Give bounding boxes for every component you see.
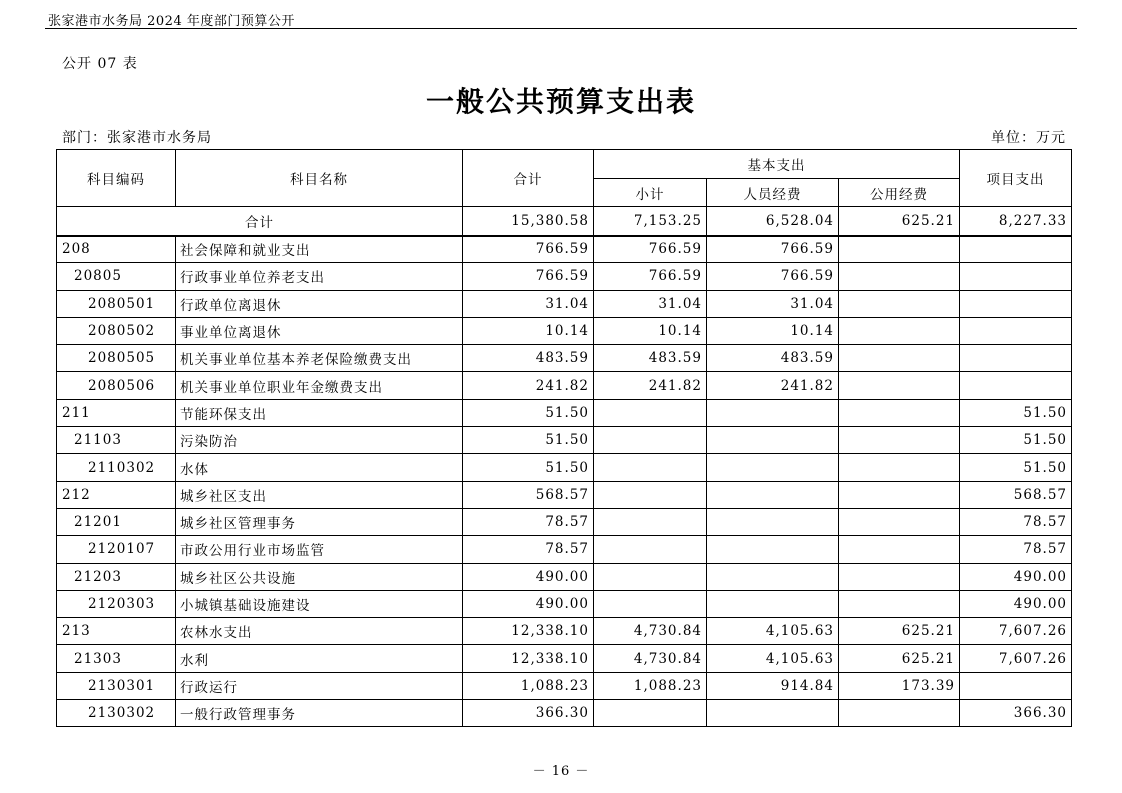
cell-personnel: [707, 508, 839, 535]
cell-project: [960, 263, 1072, 290]
header-subtotal: 小计: [594, 179, 707, 207]
cell-subtotal: 4,730.84: [594, 618, 707, 645]
cell-project: [960, 317, 1072, 344]
cell-personnel: 31.04: [707, 290, 839, 317]
total-personnel: 6,528.04: [707, 207, 839, 236]
table-row: [57, 263, 1072, 290]
cell-personnel: [707, 427, 839, 454]
cell-total: 51.50: [463, 427, 594, 454]
expenditure-table: [56, 149, 1072, 727]
cell-name: 水体: [176, 454, 463, 481]
cell-name: 污染防治: [176, 427, 463, 454]
table-row: [57, 290, 1072, 317]
cell-name: 社会保障和就业支出: [176, 236, 463, 263]
table-row: [57, 317, 1072, 344]
cell-name: 机关事业单位职业年金缴费支出: [176, 372, 463, 399]
cell-subtotal: 766.59: [594, 263, 707, 290]
table-row: [57, 508, 1072, 535]
table-row: [57, 399, 1072, 426]
cell-public: 173.39: [839, 672, 960, 699]
cell-total: 51.50: [463, 454, 594, 481]
page-title: 一般公共预算支出表: [425, 85, 696, 118]
cell-subtotal: [594, 590, 707, 617]
cell-code: 2120303: [57, 590, 176, 617]
table-row: [57, 345, 1072, 372]
cell-total: 12,338.10: [463, 618, 594, 645]
cell-subtotal: [594, 427, 707, 454]
cell-subtotal: 483.59: [594, 345, 707, 372]
cell-project: 366.30: [960, 700, 1072, 727]
cell-code: 21203: [57, 563, 176, 590]
header-total: 合计: [463, 150, 594, 207]
cell-public: [839, 700, 960, 727]
cell-code: 212: [57, 481, 176, 508]
table-row: [57, 618, 1072, 645]
cell-name: 机关事业单位基本养老保险缴费支出: [176, 345, 463, 372]
cell-total: 78.57: [463, 536, 594, 563]
cell-public: [839, 454, 960, 481]
cell-personnel: [707, 536, 839, 563]
cell-name: 一般行政管理事务: [176, 700, 463, 727]
cell-public: [839, 563, 960, 590]
cell-project: 490.00: [960, 563, 1072, 590]
cell-code: 213: [57, 618, 176, 645]
cell-personnel: 914.84: [707, 672, 839, 699]
cell-name: 行政事业单位养老支出: [176, 263, 463, 290]
cell-name: 城乡社区管理事务: [176, 508, 463, 535]
cell-personnel: 4,105.63: [707, 645, 839, 672]
header-project: 项目支出: [960, 150, 1072, 207]
total-subtotal: 7,153.25: [594, 207, 707, 236]
cell-subtotal: [594, 399, 707, 426]
cell-subtotal: [594, 454, 707, 481]
cell-total: 483.59: [463, 345, 594, 372]
total-row: [57, 207, 1072, 236]
cell-project: 7,607.26: [960, 618, 1072, 645]
cell-code: 2080506: [57, 372, 176, 399]
cell-code: 21201: [57, 508, 176, 535]
cell-personnel: 4,105.63: [707, 618, 839, 645]
cell-public: [839, 317, 960, 344]
cell-code: 21103: [57, 427, 176, 454]
cell-personnel: 766.59: [707, 263, 839, 290]
cell-project: 7,607.26: [960, 645, 1072, 672]
cell-project: [960, 290, 1072, 317]
cell-project: [960, 372, 1072, 399]
cell-personnel: [707, 563, 839, 590]
cell-subtotal: 4,730.84: [594, 645, 707, 672]
cell-code: 211: [57, 399, 176, 426]
table-row: [57, 236, 1072, 263]
cell-public: [839, 481, 960, 508]
cell-code: 2080502: [57, 317, 176, 344]
cell-public: [839, 236, 960, 263]
cell-public: [839, 427, 960, 454]
header-name: 科目名称: [176, 150, 463, 207]
cell-name: 水利: [176, 645, 463, 672]
cell-project: 78.57: [960, 536, 1072, 563]
cell-subtotal: [594, 536, 707, 563]
cell-subtotal: 1,088.23: [594, 672, 707, 699]
cell-total: 766.59: [463, 263, 594, 290]
cell-public: [839, 536, 960, 563]
cell-personnel: [707, 454, 839, 481]
cell-subtotal: 241.82: [594, 372, 707, 399]
cell-total: 78.57: [463, 508, 594, 535]
form-code: 公开 07 表: [62, 56, 138, 72]
table-row: [57, 427, 1072, 454]
cell-subtotal: [594, 508, 707, 535]
cell-total: 490.00: [463, 590, 594, 617]
cell-code: 2080501: [57, 290, 176, 317]
cell-subtotal: [594, 700, 707, 727]
total-project: 8,227.33: [960, 207, 1072, 236]
cell-public: [839, 590, 960, 617]
cell-total: 31.04: [463, 290, 594, 317]
running-header: 张家港市水务局 2024 年度部门预算公开: [48, 14, 295, 29]
cell-subtotal: 10.14: [594, 317, 707, 344]
cell-project: 490.00: [960, 590, 1072, 617]
cell-project: 51.50: [960, 399, 1072, 426]
page-number: － 16 －: [532, 764, 590, 779]
cell-personnel: 766.59: [707, 236, 839, 263]
department-label: 部门：张家港市水务局: [62, 130, 212, 146]
cell-personnel: [707, 700, 839, 727]
cell-code: 2110302: [57, 454, 176, 481]
cell-public: 625.21: [839, 618, 960, 645]
cell-public: 625.21: [839, 645, 960, 672]
header-code: 科目编码: [57, 150, 176, 207]
header-row-1: [57, 150, 1072, 179]
header-basic: 基本支出: [594, 150, 960, 179]
cell-project: [960, 345, 1072, 372]
cell-code: 208: [57, 236, 176, 263]
cell-project: 568.57: [960, 481, 1072, 508]
cell-name: 节能环保支出: [176, 399, 463, 426]
cell-code: 2130301: [57, 672, 176, 699]
table-row: [57, 672, 1072, 699]
cell-personnel: 483.59: [707, 345, 839, 372]
cell-name: 行政单位离退休: [176, 290, 463, 317]
table-row: [57, 590, 1072, 617]
cell-total: 568.57: [463, 481, 594, 508]
cell-personnel: [707, 481, 839, 508]
table-row: [57, 645, 1072, 672]
cell-total: 10.14: [463, 317, 594, 344]
cell-total: 51.50: [463, 399, 594, 426]
cell-total: 490.00: [463, 563, 594, 590]
cell-name: 市政公用行业市场监管: [176, 536, 463, 563]
cell-name: 城乡社区支出: [176, 481, 463, 508]
cell-total: 766.59: [463, 236, 594, 263]
cell-code: 21303: [57, 645, 176, 672]
cell-project: 51.50: [960, 427, 1072, 454]
cell-project: 78.57: [960, 508, 1072, 535]
cell-subtotal: [594, 481, 707, 508]
cell-public: [839, 290, 960, 317]
cell-project: 51.50: [960, 454, 1072, 481]
cell-total: 1,088.23: [463, 672, 594, 699]
table-row: [57, 700, 1072, 727]
cell-code: 2080505: [57, 345, 176, 372]
cell-subtotal: 31.04: [594, 290, 707, 317]
table-row: [57, 563, 1072, 590]
cell-name: 事业单位离退休: [176, 317, 463, 344]
cell-name: 行政运行: [176, 672, 463, 699]
cell-subtotal: [594, 563, 707, 590]
cell-public: [839, 372, 960, 399]
cell-code: 2130302: [57, 700, 176, 727]
table-row: [57, 372, 1072, 399]
cell-project: [960, 672, 1072, 699]
cell-name: 城乡社区公共设施: [176, 563, 463, 590]
cell-name: 农林水支出: [176, 618, 463, 645]
cell-total: 12,338.10: [463, 645, 594, 672]
cell-personnel: 10.14: [707, 317, 839, 344]
cell-personnel: [707, 590, 839, 617]
cell-code: 20805: [57, 263, 176, 290]
total-total: 15,380.58: [463, 207, 594, 236]
total-public: 625.21: [839, 207, 960, 236]
cell-total: 366.30: [463, 700, 594, 727]
cell-public: [839, 399, 960, 426]
table-row: [57, 454, 1072, 481]
cell-code: 2120107: [57, 536, 176, 563]
table-row: [57, 536, 1072, 563]
cell-personnel: [707, 399, 839, 426]
cell-total: 241.82: [463, 372, 594, 399]
cell-public: [839, 508, 960, 535]
cell-public: [839, 345, 960, 372]
cell-personnel: 241.82: [707, 372, 839, 399]
cell-project: [960, 236, 1072, 263]
header-personnel: 人员经费: [707, 179, 839, 207]
header-rule: [45, 28, 1077, 29]
cell-public: [839, 263, 960, 290]
header-public: 公用经费: [839, 179, 960, 207]
total-label: 合计: [57, 207, 463, 236]
cell-name: 小城镇基础设施建设: [176, 590, 463, 617]
table-row: [57, 481, 1072, 508]
cell-subtotal: 766.59: [594, 236, 707, 263]
unit-label: 单位：万元: [991, 130, 1066, 146]
